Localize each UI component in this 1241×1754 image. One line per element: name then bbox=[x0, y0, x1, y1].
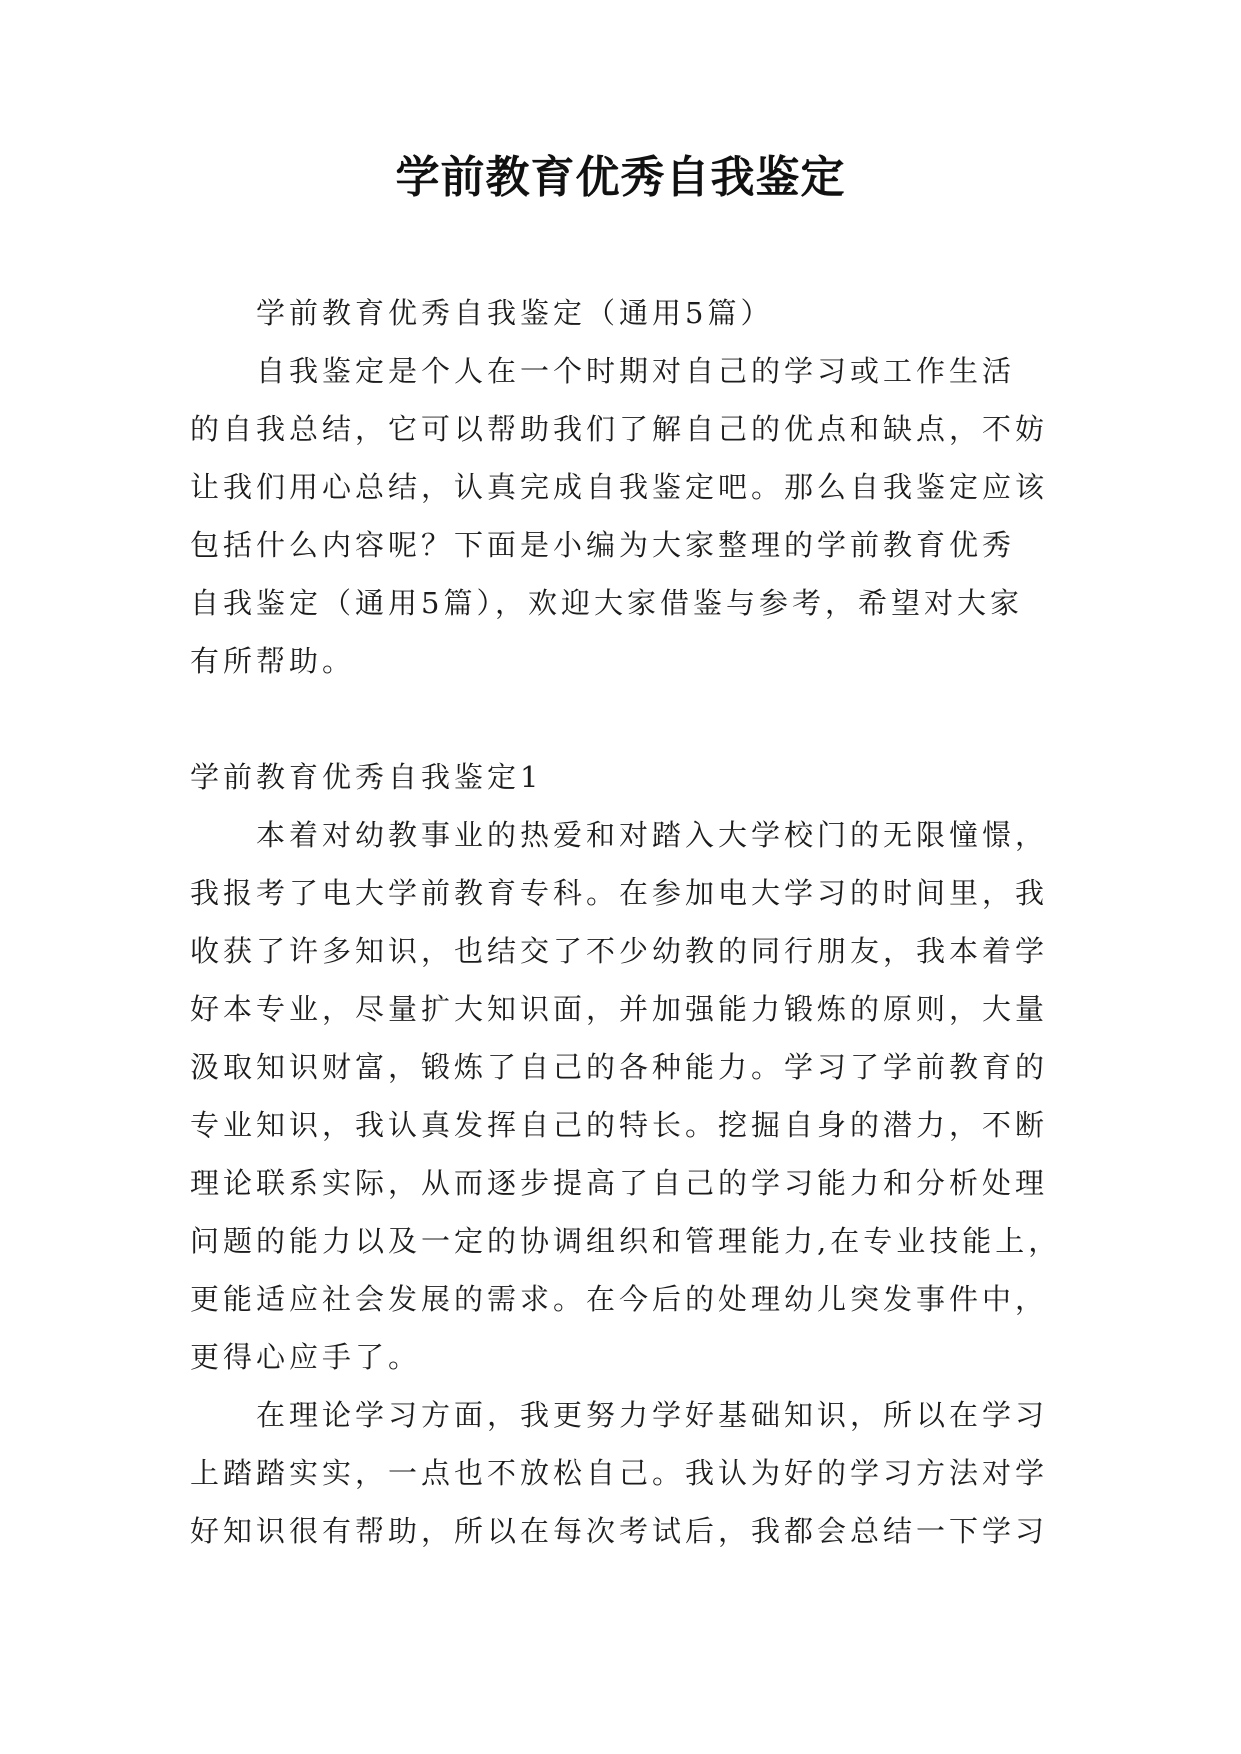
text-line: 在理论学习方面，我更努力学好基础知识，所以在学习 bbox=[256, 1398, 1049, 1432]
section-heading: 学前教育优秀自我鉴定1 bbox=[190, 760, 543, 794]
text-line: 我报考了电大学前教育专科。在参加电大学习的时间里，我 bbox=[190, 876, 1049, 910]
text-line: 上踏踏实实，一点也不放松自己。我认为好的学习方法对学 bbox=[190, 1456, 1049, 1490]
text-line: 收获了许多知识，也结交了不少幼教的同行朋友，我本着学 bbox=[190, 934, 1049, 968]
text-line: 让我们用心总结，认真完成自我鉴定吧。那么自我鉴定应该 bbox=[190, 470, 1049, 504]
page-title: 学前教育优秀自我鉴定 bbox=[395, 152, 846, 203]
text-line: 好本专业，尽量扩大知识面，并加强能力锻炼的原则，大量 bbox=[190, 992, 1049, 1026]
text-line: 问题的能力以及一定的协调组织和管理能力,在专业技能上， bbox=[190, 1224, 1062, 1258]
text-line: 专业知识，我认真发挥自己的特长。挖掘自身的潜力，不断 bbox=[190, 1108, 1049, 1142]
text-line: 更能适应社会发展的需求。在今后的处理幼儿突发事件中， bbox=[190, 1282, 1049, 1316]
text-line: 包括什么内容呢？下面是小编为大家整理的学前教育优秀 bbox=[190, 528, 1016, 562]
text-line: 自我鉴定（通用5篇），欢迎大家借鉴与参考，希望对大家 bbox=[190, 586, 1023, 620]
document-subtitle: 学前教育优秀自我鉴定（通用5篇） bbox=[256, 296, 774, 330]
text-line: 汲取知识财富，锻炼了自己的各种能力。学习了学前教育的 bbox=[190, 1050, 1049, 1084]
text-line: 的自我总结，它可以帮助我们了解自己的优点和缺点，不妨 bbox=[190, 412, 1049, 446]
paragraph-spacer bbox=[190, 690, 1052, 748]
text-line: 自我鉴定是个人在一个时期对自己的学习或工作生活 bbox=[256, 354, 1016, 388]
intro-paragraph bbox=[190, 342, 1052, 690]
body-paragraph bbox=[190, 806, 1062, 1386]
text-line: 更得心应手了。 bbox=[190, 1340, 422, 1374]
text-line: 理论联系实际，从而逐步提高了自己的学习能力和分析处理 bbox=[190, 1166, 1049, 1200]
document-body bbox=[190, 284, 1062, 1560]
text-line: 好知识很有帮助，所以在每次考试后，我都会总结一下学习 bbox=[190, 1514, 1049, 1548]
text-line: 本着对幼教事业的热爱和对踏入大学校门的无限憧憬， bbox=[256, 818, 1049, 852]
body-paragraph bbox=[190, 1386, 1052, 1560]
text-line: 有所帮助。 bbox=[190, 644, 356, 678]
